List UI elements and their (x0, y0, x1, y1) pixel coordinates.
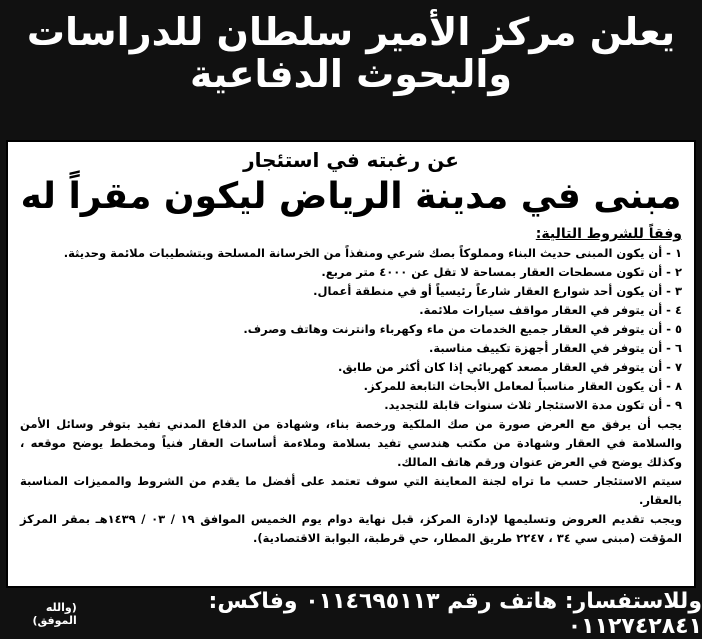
headline: مبنى في مدينة الرياض ليكون مقراً له (20, 176, 682, 217)
condition-item: ٥ - أن يتوفر في العقار جميع الخدمات من ماء وكهرباء وانترنت وهاتف وصرف. (243, 322, 682, 336)
condition-item: ٣ - أن يكون أحد شوارع العقار شارعاً رئيسياً أو في منطقة أعمال. (313, 284, 682, 298)
condition-item: ٨ - أن يكون العقار مناسباً لمعامل الأبحاث التابعة للمركز. (363, 379, 682, 393)
condition-item: ١ - أن يكون المبنى حديث البناء ومملوكاً بصك شرعي ومنفذاً من الخرسانة المسلحة وبتشطيبات ملائمة وحديثة. (63, 246, 682, 260)
condition-item: ٦ - أن يتوفر في العقار أجهزة تكييف مناسبة. (429, 341, 682, 355)
footer-banner (0, 590, 702, 638)
condition-item: ٢ - أن تكون مسطحات العقار بمساحة لا تقل عن ٤٠٠٠ متر مربع. (321, 265, 682, 279)
header-line-1: يعلن مركز الأمير سلطان للدراسات (26, 10, 676, 54)
intro-text: عن رغبته في استئجار (243, 148, 459, 172)
condition-item: ٤ - أن يتوفر في العقار مواقف سيارات ملائمة. (419, 303, 682, 317)
conditions-heading: وفقاً للشروط التالية: (535, 226, 682, 242)
header-banner (0, 0, 702, 140)
selection-paragraph: سيتم الاستئجار حسب ما تراه لجنة المعاينة التي سوف تعتمد على أفضل ما يقدم من الشروط والمميزات المناسبة بالعقار. (20, 474, 682, 507)
condition-item: ٩ - أن تكون مدة الاستئجار ثلاث سنوات قابلة للتجديد. (384, 398, 682, 412)
header-line-2: والبحوث الدفاعية (190, 52, 512, 96)
content-box (6, 140, 696, 588)
condition-item: ٧ - أن يتوفر في العقار مصعد كهربائي إذا كان أكثر من طابق. (337, 360, 682, 374)
requirements-paragraph: يجب أن يرفق مع العرض صورة من صك الملكية ورخصة بناء، وشهادة من الدفاع المدني تفيد بتوفر وسائل الأمن والسلامة في العقار وشهادة من مكتب هندسي تفيد بسلامة وملاءمة أساسات العقار فنياً ومخطط يوضح موقعه ، وكذلك يوضح في العرض عنوان ورقم هاتف المالك. (20, 417, 682, 469)
closing-phrase: (والله الموفق) (32, 601, 77, 627)
submission-paragraph: ويجب تقديم العروض وتسليمها لإدارة المركز، قبل نهاية دوام يوم الخميس الموافق ١٩ / ٠٣ / ١٤٣٩هـ بمقر المركز المؤقت (مبنى سي ٣٤ ، ٢٢٤٧ طريق المطار، حي قرطبة، البوابة الاقتصادية). (20, 512, 682, 545)
contact-info: وللاستفسار: هاتف رقم ٠١١٤٦٩٥١١٣ وفاكس: ٠١١٢٧٤٢٨٤١ (208, 589, 702, 639)
